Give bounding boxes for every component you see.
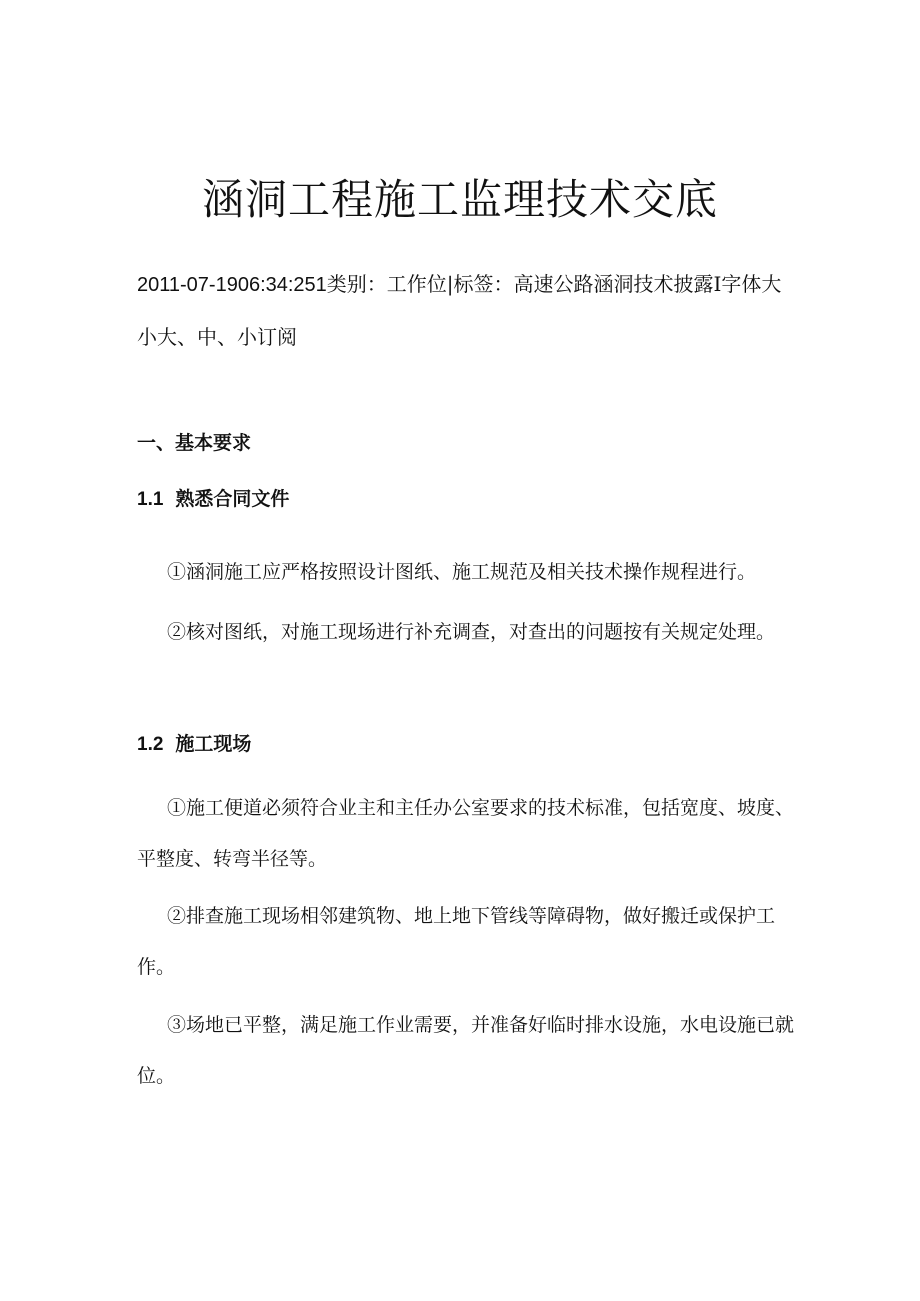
paragraph: ①涵洞施工应严格按照设计图纸、施工规范及相关技术操作规程进行。 — [167, 561, 757, 583]
document-title: 涵洞工程施工监理技术交底 — [201, 175, 718, 224]
article-meta — [137, 258, 797, 363]
paragraph: ③场地已平整，满足施工作业需要，并准备好临时排水设施，水电设施已就位。 — [137, 1014, 795, 1087]
subsection-number: 1.2 — [137, 734, 164, 755]
paragraph: ①施工便道必须符合业主和主任办公室要求的技术标准，包括宽度、坡度、平整度、转弯半径等。 — [137, 797, 795, 870]
subsection-title: 熟悉合同文件 — [175, 488, 290, 510]
subsection-heading-1-2 — [137, 729, 251, 760]
section-heading-basic-requirements: 一、基本要求 — [137, 432, 252, 454]
subsection-heading-1-1 — [137, 484, 289, 515]
subsection-title: 施工现场 — [175, 733, 252, 755]
paragraph: ②核对图纸，对施工现场进行补充调查，对查出的问题按有关规定处理。 — [167, 621, 776, 643]
meta-text: 类别：工作位|标签：高速公路涵洞技术披露I字体大小大、中、小订阅 — [137, 272, 782, 349]
meta-timestamp: 2011-07-1906:34:251 — [137, 274, 327, 296]
paragraph: ②排查施工现场相邻建筑物、地上地下管线等障碍物，做好搬迁或保护工作。 — [137, 905, 776, 978]
subsection-number: 1.1 — [137, 489, 164, 510]
